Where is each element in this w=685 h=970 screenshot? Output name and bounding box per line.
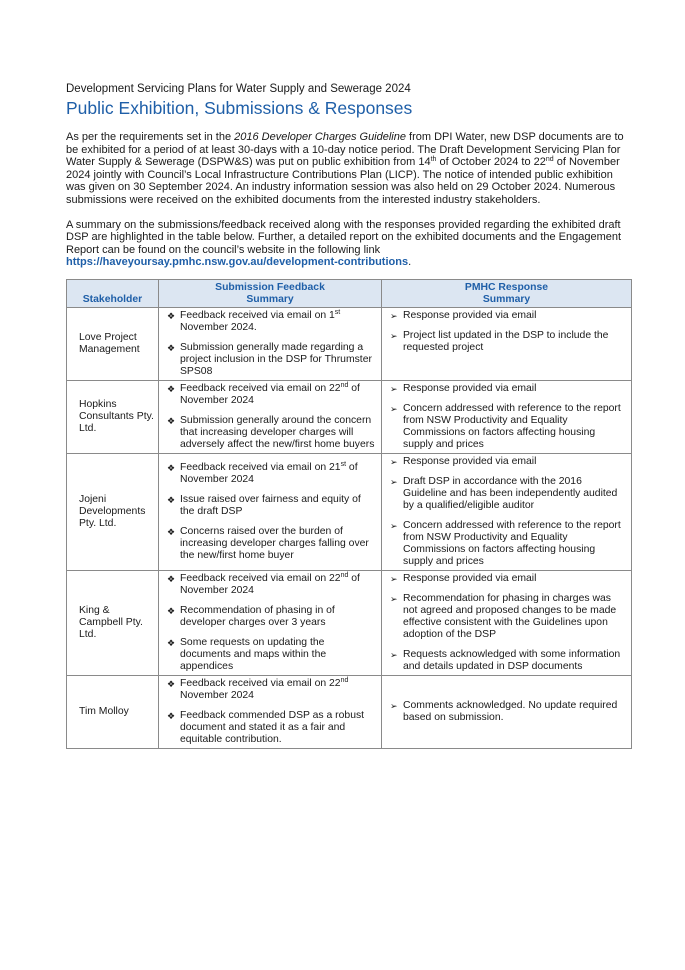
- response-text: Requests acknowledged with some information and details updated in DSP documents: [403, 648, 621, 672]
- table-header-row: [67, 279, 632, 307]
- response-item: [388, 310, 625, 322]
- table-row: [67, 675, 632, 748]
- feedback-text: Feedback commended DSP as a robust document and stated it as a fair and equitable contribution.: [180, 709, 365, 745]
- feedback-text: Feedback received via email on 1st November 2024.: [180, 308, 341, 333]
- response-item: [388, 330, 625, 354]
- response-item: [388, 700, 625, 724]
- ordinal-suffix: st: [340, 460, 347, 468]
- response-text: Comments acknowledged. No update required based on submission.: [403, 699, 618, 723]
- diamond-star-bullet-icon: ❖: [167, 383, 176, 394]
- arrowhead-bullet-icon: ➢: [390, 649, 398, 660]
- response-item: [388, 403, 625, 451]
- feedback-text: Feedback received via email on 22nd November 2024: [180, 676, 349, 701]
- intro-text-c: from DPI Water, new DSP documents are to be exhibited for a period of at least 30-days with a 10-day notice period. The Draft Development Servicing Plan for Water Supply & Sewerage (DSPW&S) was put on public exhibition from 14: [66, 131, 624, 169]
- response-text: Concern addressed with reference to the report from NSW Productivity and Equality Commissions on factors affecting housing supply and prices: [403, 519, 621, 567]
- diamond-star-bullet-icon: ❖: [167, 710, 176, 721]
- document-subtitle: Development Servicing Plans for Water Supply and Sewerage 2024: [66, 83, 411, 95]
- feedback-cell: [159, 380, 382, 453]
- feedback-text: Some requests on updating the documents and maps within the appendices: [180, 636, 327, 672]
- intro-text-d: of October 2024 to 22: [436, 156, 546, 169]
- header-stakeholder: Stakeholder: [67, 279, 159, 307]
- feedback-text: Submission generally around the concern that increasing developer charges will adversely affect the new/first home buyers: [180, 414, 375, 450]
- response-cell: [382, 570, 632, 675]
- header-feedback: Submission Feedback Summary: [159, 279, 382, 307]
- diamond-star-bullet-icon: ❖: [167, 342, 176, 353]
- table-row: [67, 380, 632, 453]
- diamond-star-bullet-icon: ❖: [167, 637, 176, 648]
- guideline-title: 2016 Developer Charges Guideline: [234, 131, 406, 143]
- feedback-item: [165, 637, 375, 673]
- stakeholder-cell: King & Campbell Pty. Ltd.: [67, 570, 159, 675]
- summary-text: A summary on the submissions/feedback received along with the responses provided regarding the exhibited draft DSP are highlighted in the table below. Further, a detailed report on the exhibited documents and the Engagement Report can be found on the council’s website in the following link: [66, 218, 622, 256]
- response-cell: [382, 453, 632, 570]
- diamond-star-bullet-icon: ❖: [167, 310, 176, 321]
- arrowhead-bullet-icon: ➢: [390, 520, 398, 531]
- arrowhead-bullet-icon: ➢: [390, 573, 398, 584]
- feedback-text: Feedback received via email on 22nd of November 2024: [180, 381, 360, 406]
- header-response: PMHC Response Summary: [382, 279, 632, 307]
- feedback-text: Issue raised over fairness and equity of the draft DSP: [180, 493, 361, 517]
- feedback-item: [165, 710, 375, 746]
- feedback-text: Recommendation of phasing in of developer charges over 3 years: [180, 604, 335, 628]
- intro-text-e: of November 2024 jointly with Council’s Local Infrastructure Contributions Plan (LICP). The notice of intended public exhibition was given on 30 September 2024. An industry information session was also held on 29 October 2024. Numerous submissions were received on the exhibited documents from the interested industry stakeholders.: [66, 156, 620, 206]
- feedback-cell: [159, 307, 382, 380]
- arrowhead-bullet-icon: ➢: [390, 593, 398, 604]
- response-text: Response provided via email: [403, 309, 537, 321]
- feedback-cell: [159, 453, 382, 570]
- response-cell: [382, 307, 632, 380]
- diamond-star-bullet-icon: ❖: [167, 462, 176, 473]
- section-title: Public Exhibition, Submissions & Responses: [66, 98, 413, 118]
- arrowhead-bullet-icon: ➢: [390, 330, 398, 341]
- arrowhead-bullet-icon: ➢: [390, 403, 398, 414]
- engagement-link[interactable]: https://haveyoursay.pmhc.nsw.gov.au/development-contributions: [66, 256, 409, 269]
- diamond-star-bullet-icon: ❖: [167, 605, 176, 616]
- diamond-star-bullet-icon: ❖: [167, 678, 176, 689]
- feedback-item: [165, 526, 375, 562]
- table-row: [67, 307, 632, 380]
- response-text: Response provided via email: [403, 382, 537, 394]
- feedback-item: [165, 383, 375, 407]
- feedback-text: Concerns raised over the burden of increasing developer charges falling over the new/first home buyer: [180, 525, 369, 561]
- response-text: Recommendation for phasing in charges was not agreed and proposed changes to be made effective consistent with the Guidelines upon adoption of the DSP: [403, 592, 617, 640]
- feedback-text: Feedback received via email on 21st of November 2024: [180, 460, 358, 485]
- stakeholder-cell: Hopkins Consultants Pty. Ltd.: [67, 380, 159, 453]
- summary-paragraph: [66, 219, 631, 269]
- arrowhead-bullet-icon: ➢: [390, 456, 398, 467]
- ordinal-suffix: st: [334, 308, 341, 316]
- document-page: [66, 82, 631, 749]
- response-item: [388, 383, 625, 395]
- ordinal-suffix: nd: [545, 156, 554, 164]
- diamond-star-bullet-icon: ❖: [167, 494, 176, 505]
- feedback-item: [165, 342, 375, 378]
- table-row: [67, 570, 632, 675]
- stakeholder-cell: Love Project Management: [67, 307, 159, 380]
- feedback-item: [165, 573, 375, 597]
- arrowhead-bullet-icon: ➢: [390, 383, 398, 394]
- feedback-item: [165, 678, 375, 702]
- table-body: [67, 307, 632, 748]
- stakeholder-cell: Jojeni Developments Pty. Ltd.: [67, 453, 159, 570]
- response-item: [388, 476, 625, 512]
- stakeholder-cell: Tim Molloy: [67, 675, 159, 748]
- arrowhead-bullet-icon: ➢: [390, 700, 398, 711]
- ordinal-suffix: nd: [340, 571, 349, 579]
- feedback-cell: [159, 570, 382, 675]
- response-item: [388, 649, 625, 673]
- response-cell: [382, 675, 632, 748]
- feedback-item: [165, 415, 375, 451]
- summary-after: .: [408, 256, 412, 269]
- feedback-text: Feedback received via email on 22nd of November 2024: [180, 571, 360, 596]
- ordinal-suffix: nd: [340, 676, 349, 684]
- response-text: Draft DSP in accordance with the 2016 Guideline and has been independently audited by a qualified/eligible auditor: [403, 475, 618, 511]
- response-cell: [382, 380, 632, 453]
- intro-text-a: As per the requirements set in the: [66, 131, 235, 143]
- ordinal-suffix: th: [430, 156, 437, 164]
- feedback-item: [165, 605, 375, 629]
- diamond-star-bullet-icon: ❖: [167, 415, 176, 426]
- feedback-item: [165, 494, 375, 518]
- submissions-table: [66, 279, 632, 749]
- response-item: [388, 593, 625, 641]
- response-text: Response provided via email: [403, 455, 537, 467]
- arrowhead-bullet-icon: ➢: [390, 310, 398, 321]
- arrowhead-bullet-icon: ➢: [390, 476, 398, 487]
- response-text: Concern addressed with reference to the report from NSW Productivity and Equality Commissions on factors affecting housing supply and prices: [403, 402, 621, 450]
- feedback-item: [165, 462, 375, 486]
- response-text: Project list updated in the DSP to include the requested project: [403, 329, 609, 353]
- feedback-item: [165, 310, 375, 334]
- response-text: Response provided via email: [403, 572, 537, 584]
- feedback-cell: [159, 675, 382, 748]
- feedback-text: Submission generally made regarding a project inclusion in the DSP for Thrumster SPS08: [180, 341, 372, 377]
- response-item: [388, 456, 625, 468]
- diamond-star-bullet-icon: ❖: [167, 573, 176, 584]
- response-item: [388, 520, 625, 568]
- table-row: [67, 453, 632, 570]
- ordinal-suffix: nd: [340, 381, 349, 389]
- diamond-star-bullet-icon: ❖: [167, 526, 176, 537]
- intro-paragraph: [66, 131, 631, 207]
- response-item: [388, 573, 625, 585]
